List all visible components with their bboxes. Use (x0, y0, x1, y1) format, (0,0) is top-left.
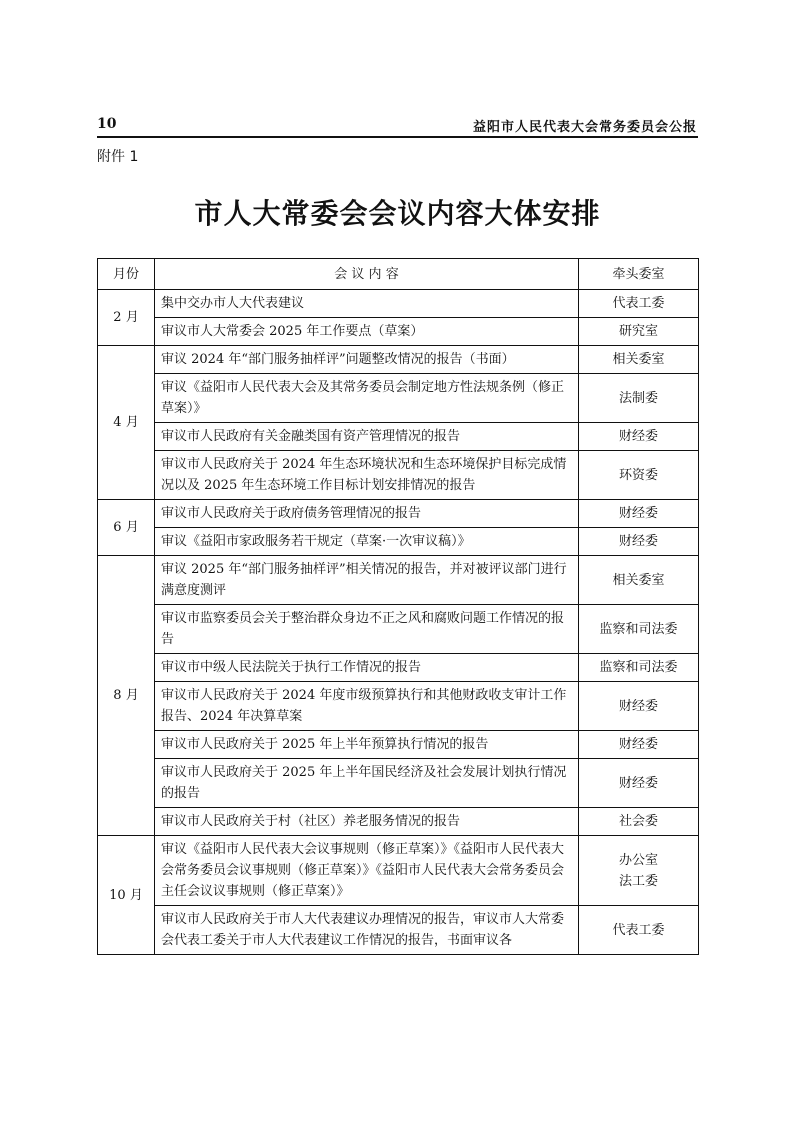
office-cell: 财经委 (579, 759, 699, 808)
content-cell: 审议《益阳市家政服务若干规定（草案·一次审议稿）》 (155, 528, 579, 556)
office-cell: 代表工委 (579, 906, 699, 955)
office-cell: 监察和司法委 (579, 654, 699, 682)
table-row (98, 654, 699, 682)
office-cell: 相关委室 (579, 346, 699, 374)
month-cell: 2 月 (98, 290, 155, 346)
month-cell: 4 月 (98, 346, 155, 500)
table-row (98, 500, 699, 528)
content-cell: 集中交办市人大代表建议 (155, 290, 579, 318)
content-cell: 审议市人民政府关于村（社区）养老服务情况的报告 (155, 808, 579, 836)
table-row (98, 318, 699, 346)
month-cell: 6 月 (98, 500, 155, 556)
table-row (98, 759, 699, 808)
table-row (98, 906, 699, 955)
office-cell: 社会委 (579, 808, 699, 836)
table-row (98, 528, 699, 556)
office-cell: 代表工委 (579, 290, 699, 318)
table-row (98, 731, 699, 759)
content-cell: 审议市人民政府关于 2024 年度市级预算执行和其他财政收支审计工作报告、2024 年决算草案 (155, 682, 579, 731)
office-cell: 研究室 (579, 318, 699, 346)
office-cell: 法制委 (579, 374, 699, 423)
office-cell: 环资委 (579, 451, 699, 500)
column-header-month: 月份 (98, 259, 155, 290)
table-header-row (98, 259, 699, 290)
page-number: 10 (97, 116, 117, 132)
content-cell: 审议 2025 年“部门服务抽样评”相关情况的报告，并对被评议部门进行满意度测评 (155, 556, 579, 605)
content-cell: 审议市人大常委会 2025 年工作要点（草案） (155, 318, 579, 346)
content-cell: 审议《益阳市人民代表大会及其常务委员会制定地方性法规条例（修正草案）》 (155, 374, 579, 423)
column-header-office: 牵头委室 (579, 259, 699, 290)
journal-title: 益阳市人民代表大会常务委员会公报 (472, 120, 697, 135)
office-cell (579, 836, 699, 906)
content-cell: 审议市人民政府关于市人大代表建议办理情况的报告，审议市人大常委会代表工委关于市人大代表建议工作情况的报告，书面审议各 (155, 906, 579, 955)
content-cell: 审议市人民政府关于 2025 年上半年国民经济及社会发展计划执行情况的报告 (155, 759, 579, 808)
table-row (98, 346, 699, 374)
content-cell: 审议《益阳市人民代表大会议事规则（修正草案）》《益阳市人民代表大会常务委员会议事规则（修正草案）》《益阳市人民代表大会常务委员会主任会议议事规则（修正草案）》 (155, 836, 579, 906)
office-cell: 财经委 (579, 528, 699, 556)
attachment-label: 附件 1 (97, 149, 139, 165)
content-cell: 审议市人民政府关于政府债务管理情况的报告 (155, 500, 579, 528)
table-row (98, 836, 699, 906)
table-row (98, 374, 699, 423)
table-row (98, 290, 699, 318)
office-cell: 监察和司法委 (579, 605, 699, 654)
office-line: 法工委 (618, 873, 658, 889)
office-cell: 相关委室 (579, 556, 699, 605)
table-row (98, 451, 699, 500)
table-row (98, 556, 699, 605)
content-cell: 审议 2024 年“部门服务抽样评”问题整改情况的报告（书面） (155, 346, 579, 374)
content-cell: 审议市人民政府关于 2025 年上半年预算执行情况的报告 (155, 731, 579, 759)
office-cell: 财经委 (579, 500, 699, 528)
office-line: 办公室 (618, 852, 658, 868)
month-cell: 10 月 (98, 836, 155, 955)
table-row (98, 682, 699, 731)
table-row (98, 605, 699, 654)
schedule-table (97, 258, 699, 955)
office-cell: 财经委 (579, 682, 699, 731)
content-cell: 审议市中级人民法院关于执行工作情况的报告 (155, 654, 579, 682)
content-cell: 审议市人民政府关于 2024 年生态环境状况和生态环境保护目标完成情况以及 2025 年生态环境工作目标计划安排情况的报告 (155, 451, 579, 500)
document-title: 市人大常委会会议内容大体安排 (194, 197, 601, 230)
content-cell: 审议市人民政府有关金融类国有资产管理情况的报告 (155, 423, 579, 451)
header-rule (97, 136, 698, 138)
month-cell: 8 月 (98, 556, 155, 836)
table-row (98, 423, 699, 451)
content-cell: 审议市监察委员会关于整治群众身边不正之风和腐败问题工作情况的报告 (155, 605, 579, 654)
running-header (97, 116, 697, 134)
office-cell: 财经委 (579, 423, 699, 451)
table-row (98, 808, 699, 836)
column-header-content: 会 议 内 容 (155, 259, 579, 290)
office-cell: 财经委 (579, 731, 699, 759)
